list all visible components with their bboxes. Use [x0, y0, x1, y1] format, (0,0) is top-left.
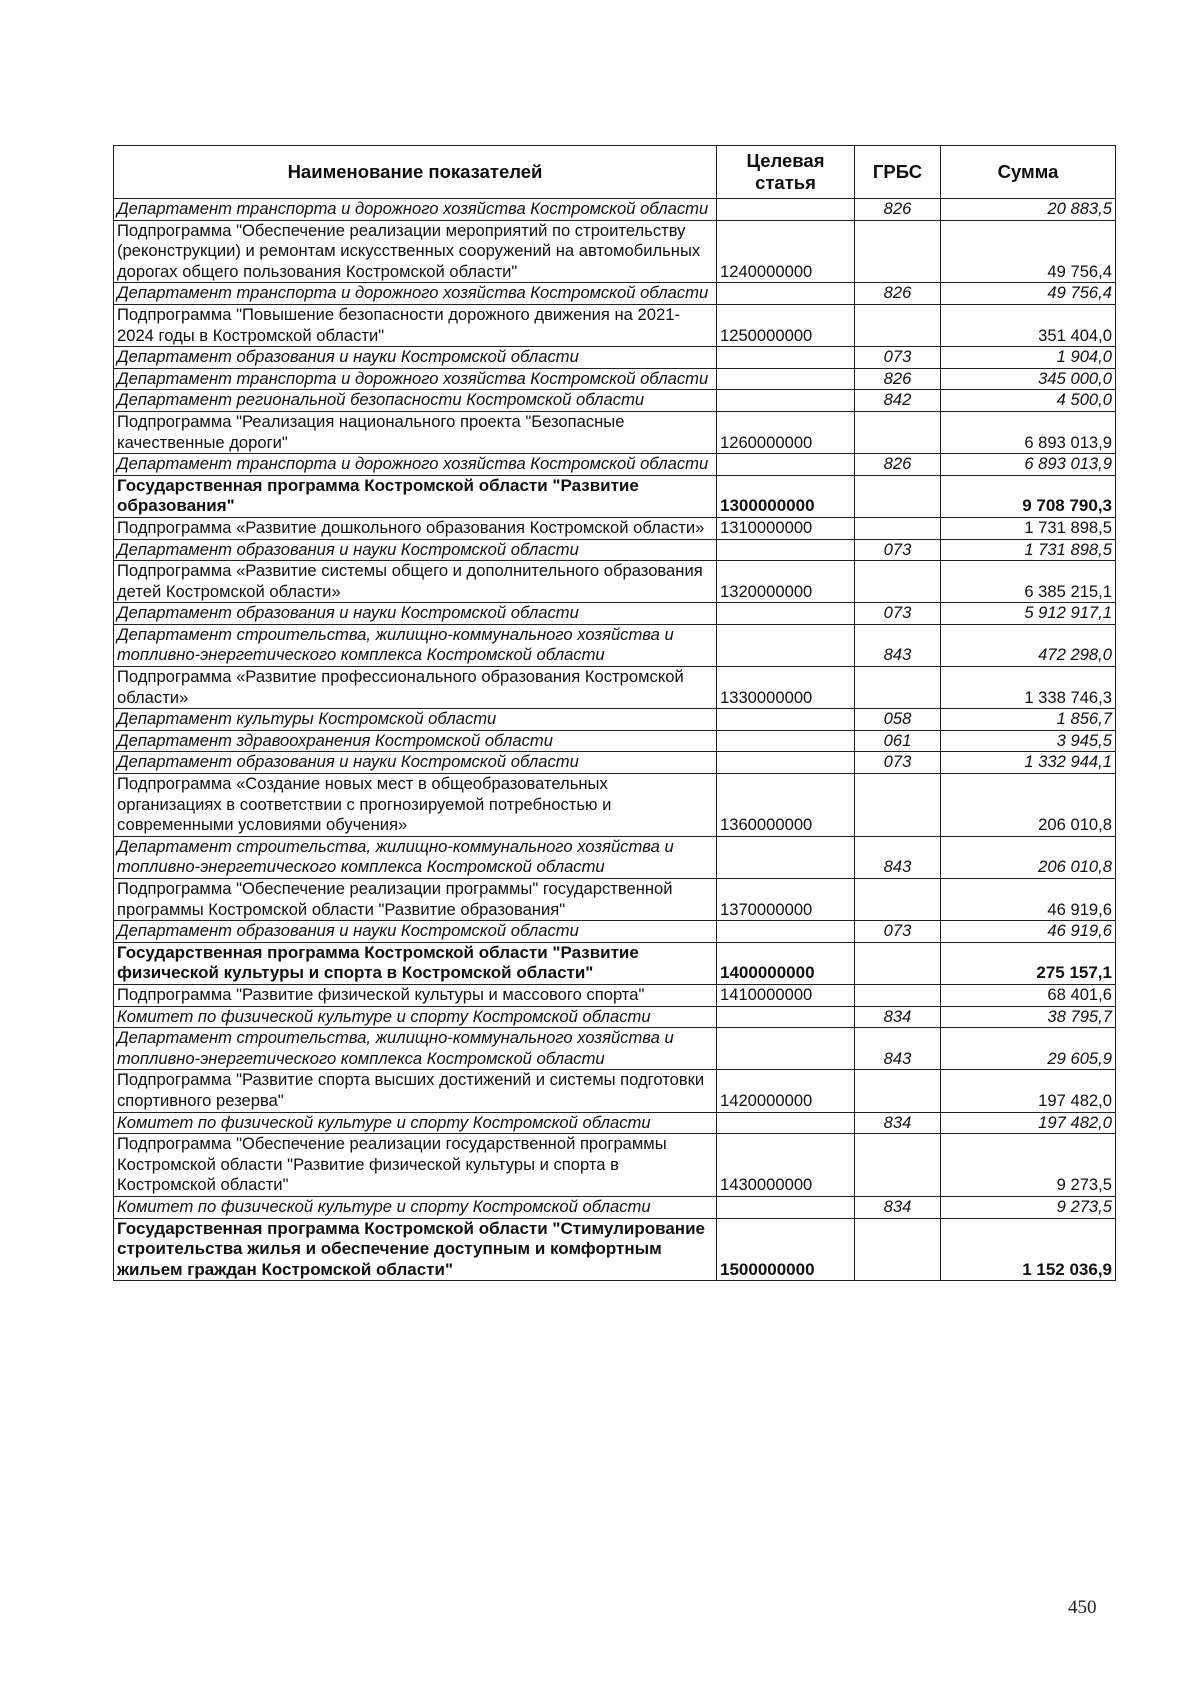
cell-sum: 49 756,4	[941, 283, 1116, 305]
cell-code	[717, 368, 855, 390]
cell-sum: 206 010,8	[941, 774, 1116, 837]
table-body	[114, 199, 1116, 1281]
cell-name: Департамент образования и науки Костромской области	[114, 539, 717, 561]
cell-code	[717, 1112, 855, 1134]
cell-grbs: 826	[855, 368, 941, 390]
table-row	[114, 283, 1116, 305]
cell-code	[717, 921, 855, 943]
cell-sum: 5 912 917,1	[941, 603, 1116, 625]
cell-code	[717, 836, 855, 878]
cell-grbs	[855, 411, 941, 453]
table-row	[114, 603, 1116, 625]
cell-grbs	[855, 517, 941, 539]
table-row	[114, 1112, 1116, 1134]
header-sum: Сумма	[941, 146, 1116, 199]
cell-sum: 197 482,0	[941, 1070, 1116, 1112]
table-row	[114, 667, 1116, 709]
cell-code: 1330000000	[717, 667, 855, 709]
cell-code: 1370000000	[717, 879, 855, 921]
cell-code	[717, 1006, 855, 1028]
table-row	[114, 390, 1116, 412]
cell-grbs: 073	[855, 603, 941, 625]
table-row	[114, 411, 1116, 453]
cell-code: 1410000000	[717, 984, 855, 1006]
table-row	[114, 730, 1116, 752]
cell-sum: 20 883,5	[941, 199, 1116, 221]
cell-code: 1500000000	[717, 1218, 855, 1281]
cell-name: Подпрограмма "Развитие физической культуры и массового спорта"	[114, 984, 717, 1006]
cell-name: Подпрограмма «Создание новых мест в общеобразовательных организациях в соответствии с прогнозируемой потребностью и современными условиями обучения»	[114, 774, 717, 837]
table-row	[114, 1134, 1116, 1197]
cell-grbs	[855, 220, 941, 283]
cell-code	[717, 1196, 855, 1218]
table-row	[114, 921, 1116, 943]
cell-code: 1300000000	[717, 475, 855, 517]
cell-sum: 1 332 944,1	[941, 752, 1116, 774]
cell-sum: 6 893 013,9	[941, 454, 1116, 476]
cell-code: 1360000000	[717, 774, 855, 837]
cell-sum: 1 904,0	[941, 347, 1116, 369]
table-row	[114, 199, 1116, 221]
cell-name: Подпрограмма "Реализация национального проекта "Безопасные качественные дороги"	[114, 411, 717, 453]
header-code: Целевая статья	[717, 146, 855, 199]
cell-grbs: 073	[855, 539, 941, 561]
cell-sum: 1 856,7	[941, 709, 1116, 731]
cell-name: Подпрограмма "Развитие спорта высших достижений и системы подготовки спортивного резерва"	[114, 1070, 717, 1112]
cell-code: 1320000000	[717, 561, 855, 603]
cell-grbs: 843	[855, 836, 941, 878]
table-row	[114, 220, 1116, 283]
cell-code: 1420000000	[717, 1070, 855, 1112]
cell-name: Департамент транспорта и дорожного хозяйства Костромской области	[114, 454, 717, 476]
cell-grbs	[855, 1070, 941, 1112]
cell-sum: 38 795,7	[941, 1006, 1116, 1028]
header-grbs: ГРБС	[855, 146, 941, 199]
cell-code	[717, 603, 855, 625]
table-row	[114, 752, 1116, 774]
cell-sum: 6 385 215,1	[941, 561, 1116, 603]
cell-name: Подпрограмма "Обеспечение реализации мероприятий по строительству (реконструкции) и ремонтам искусственных сооружений на автомобильных дорогах общего пользования Костромской области"	[114, 220, 717, 283]
cell-sum: 9 273,5	[941, 1134, 1116, 1197]
table-row	[114, 879, 1116, 921]
cell-grbs: 834	[855, 1112, 941, 1134]
cell-grbs	[855, 475, 941, 517]
cell-sum: 472 298,0	[941, 624, 1116, 666]
cell-grbs: 073	[855, 347, 941, 369]
table-row	[114, 561, 1116, 603]
cell-name: Комитет по физической культуре и спорту Костромской области	[114, 1112, 717, 1134]
cell-sum: 29 605,9	[941, 1028, 1116, 1070]
table-row	[114, 347, 1116, 369]
cell-name: Департамент здравоохранения Костромской области	[114, 730, 717, 752]
cell-code	[717, 709, 855, 731]
cell-name: Департамент культуры Костромской области	[114, 709, 717, 731]
cell-name: Государственная программа Костромской области "Стимулирование строительства жилья и обеспечение доступным и комфортным жильем граждан Костромской области"	[114, 1218, 717, 1281]
cell-name: Подпрограмма «Развитие дошкольного образования Костромской области»	[114, 517, 717, 539]
table-row	[114, 475, 1116, 517]
cell-name: Департамент транспорта и дорожного хозяйства Костромской области	[114, 199, 717, 221]
cell-grbs: 826	[855, 199, 941, 221]
cell-code: 1260000000	[717, 411, 855, 453]
cell-grbs	[855, 304, 941, 346]
cell-code	[717, 390, 855, 412]
cell-grbs: 843	[855, 624, 941, 666]
cell-sum: 9 273,5	[941, 1196, 1116, 1218]
table-row	[114, 709, 1116, 731]
cell-name: Департамент образования и науки Костромской области	[114, 921, 717, 943]
cell-sum: 68 401,6	[941, 984, 1116, 1006]
cell-name: Департамент строительства, жилищно-коммунального хозяйства и топливно-энергетического комплекса Костромской области	[114, 624, 717, 666]
cell-code	[717, 199, 855, 221]
cell-name: Департамент образования и науки Костромской области	[114, 603, 717, 625]
cell-code	[717, 454, 855, 476]
cell-code	[717, 283, 855, 305]
cell-grbs: 826	[855, 283, 941, 305]
cell-grbs: 826	[855, 454, 941, 476]
cell-grbs	[855, 774, 941, 837]
cell-grbs: 842	[855, 390, 941, 412]
cell-grbs: 073	[855, 752, 941, 774]
table-row	[114, 836, 1116, 878]
cell-sum: 1 152 036,9	[941, 1218, 1116, 1281]
cell-grbs: 061	[855, 730, 941, 752]
cell-grbs	[855, 1134, 941, 1197]
cell-grbs: 834	[855, 1196, 941, 1218]
cell-sum: 46 919,6	[941, 921, 1116, 943]
cell-sum: 49 756,4	[941, 220, 1116, 283]
cell-sum: 9 708 790,3	[941, 475, 1116, 517]
table-header-row	[114, 146, 1116, 199]
cell-name: Департамент строительства, жилищно-коммунального хозяйства и топливно-энергетического комплекса Костромской области	[114, 836, 717, 878]
cell-name: Департамент образования и науки Костромской области	[114, 347, 717, 369]
table-row	[114, 539, 1116, 561]
cell-name: Департамент строительства, жилищно-коммунального хозяйства и топливно-энергетического комплекса Костромской области	[114, 1028, 717, 1070]
cell-name: Департамент транспорта и дорожного хозяйства Костромской области	[114, 368, 717, 390]
table-row	[114, 454, 1116, 476]
cell-name: Комитет по физической культуре и спорту Костромской области	[114, 1196, 717, 1218]
cell-name: Департамент транспорта и дорожного хозяйства Костромской области	[114, 283, 717, 305]
table-row	[114, 1006, 1116, 1028]
cell-sum: 6 893 013,9	[941, 411, 1116, 453]
cell-sum: 351 404,0	[941, 304, 1116, 346]
table-row	[114, 368, 1116, 390]
table-row	[114, 984, 1116, 1006]
table-row	[114, 624, 1116, 666]
table-row	[114, 1218, 1116, 1281]
cell-name: Департамент региональной безопасности Костромской области	[114, 390, 717, 412]
cell-sum: 1 731 898,5	[941, 539, 1116, 561]
cell-grbs	[855, 561, 941, 603]
cell-code: 1250000000	[717, 304, 855, 346]
cell-grbs	[855, 942, 941, 984]
page-number: 450	[1068, 1597, 1097, 1618]
cell-name: Подпрограмма "Обеспечение реализации программы" государственной программы Костромской области "Развитие образования"	[114, 879, 717, 921]
cell-code: 1430000000	[717, 1134, 855, 1197]
cell-name: Государственная программа Костромской области "Развитие образования"	[114, 475, 717, 517]
cell-grbs: 058	[855, 709, 941, 731]
cell-sum: 197 482,0	[941, 1112, 1116, 1134]
table-row	[114, 942, 1116, 984]
cell-code	[717, 752, 855, 774]
cell-code: 1400000000	[717, 942, 855, 984]
cell-grbs	[855, 879, 941, 921]
cell-sum: 345 000,0	[941, 368, 1116, 390]
cell-grbs	[855, 1218, 941, 1281]
cell-name: Подпрограмма "Обеспечение реализации государственной программы Костромской области "Развитие физической культуры и спорта в Костромской области"	[114, 1134, 717, 1197]
header-name: Наименование показателей	[114, 146, 717, 199]
cell-sum: 275 157,1	[941, 942, 1116, 984]
cell-code	[717, 1028, 855, 1070]
cell-sum: 206 010,8	[941, 836, 1116, 878]
cell-grbs: 834	[855, 1006, 941, 1028]
cell-grbs	[855, 984, 941, 1006]
table-row	[114, 517, 1116, 539]
table-row	[114, 1028, 1116, 1070]
cell-sum: 3 945,5	[941, 730, 1116, 752]
cell-code	[717, 539, 855, 561]
table-row	[114, 1070, 1116, 1112]
cell-code	[717, 730, 855, 752]
cell-code	[717, 624, 855, 666]
table-row	[114, 774, 1116, 837]
cell-sum: 1 338 746,3	[941, 667, 1116, 709]
cell-grbs: 843	[855, 1028, 941, 1070]
cell-sum: 46 919,6	[941, 879, 1116, 921]
cell-name: Подпрограмма «Развитие профессионального образования Костромской области»	[114, 667, 717, 709]
cell-code: 1310000000	[717, 517, 855, 539]
cell-name: Государственная программа Костромской области "Развитие физической культуры и спорта в Костромской области"	[114, 942, 717, 984]
budget-table	[113, 145, 1116, 1281]
table-row	[114, 1196, 1116, 1218]
cell-name: Департамент образования и науки Костромской области	[114, 752, 717, 774]
cell-name: Подпрограмма «Развитие системы общего и дополнительного образования детей Костромской области»	[114, 561, 717, 603]
cell-code: 1240000000	[717, 220, 855, 283]
cell-sum: 4 500,0	[941, 390, 1116, 412]
cell-grbs: 073	[855, 921, 941, 943]
cell-sum: 1 731 898,5	[941, 517, 1116, 539]
cell-code	[717, 347, 855, 369]
cell-grbs	[855, 667, 941, 709]
cell-name: Комитет по физической культуре и спорту Костромской области	[114, 1006, 717, 1028]
cell-name: Подпрограмма "Повышение безопасности дорожного движения на 2021-2024 годы в Костромской области"	[114, 304, 717, 346]
table-row	[114, 304, 1116, 346]
